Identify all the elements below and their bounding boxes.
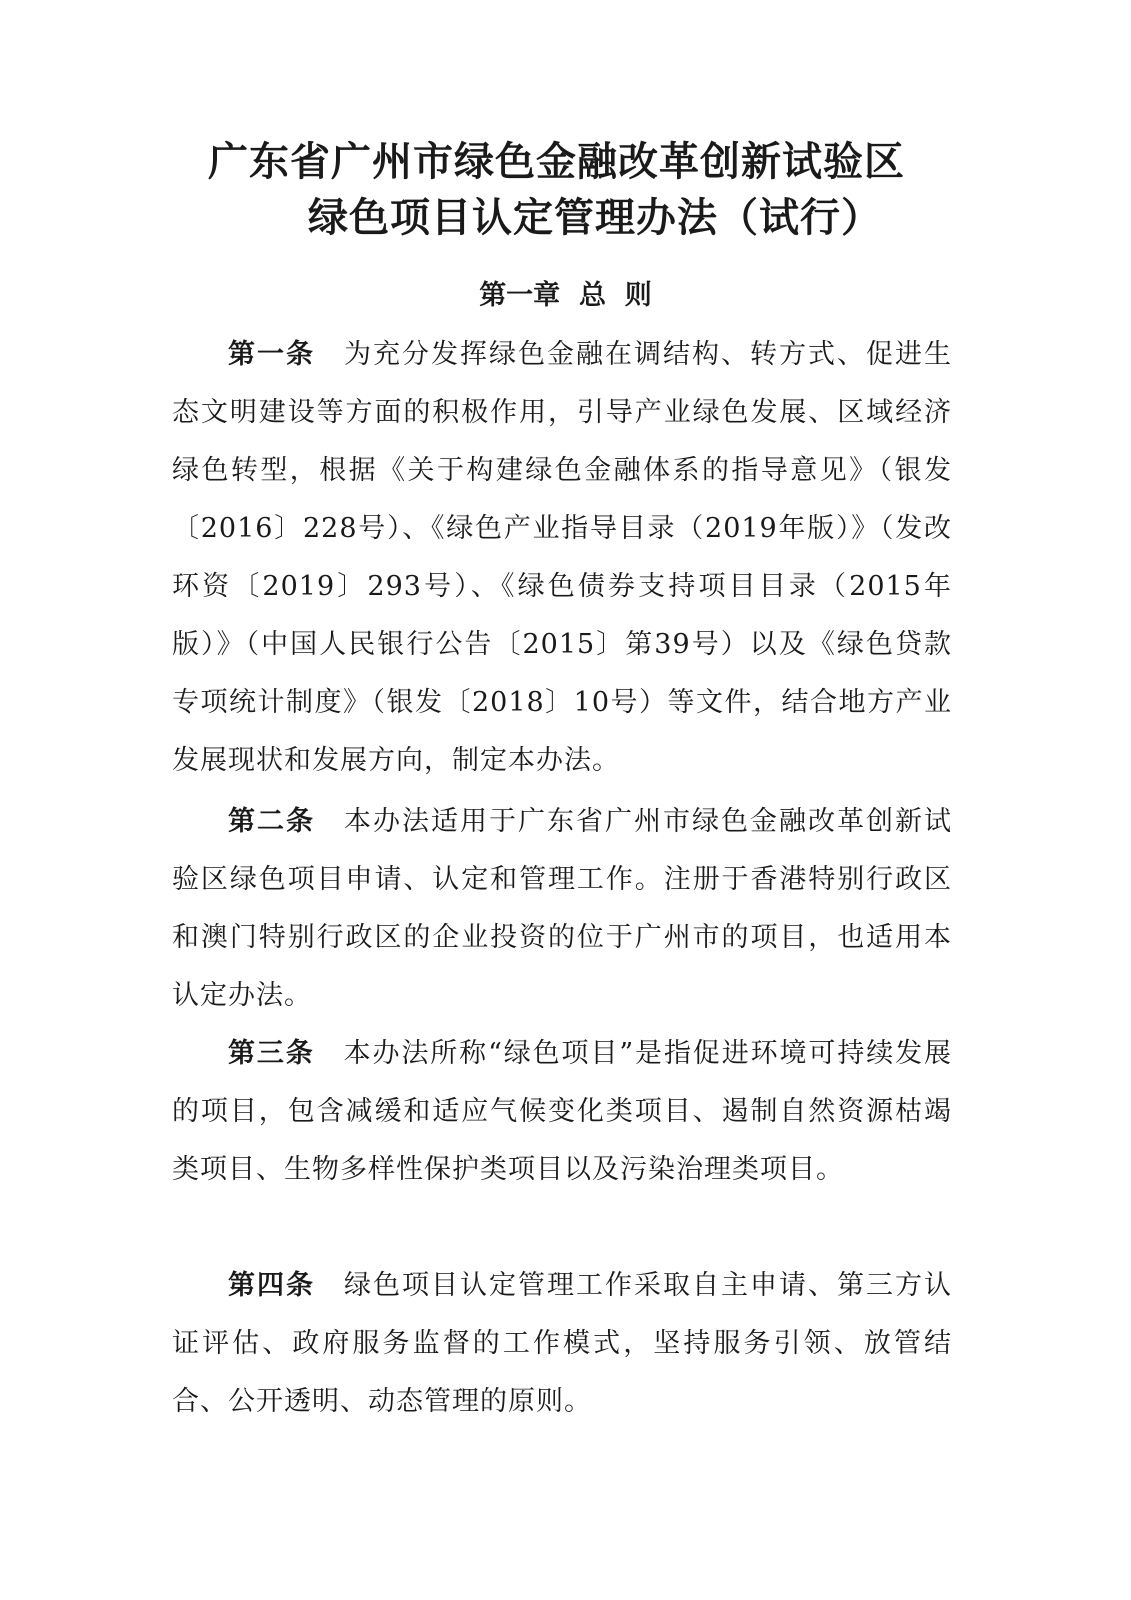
chapter-heading: 第一章 总 则 xyxy=(479,280,652,311)
article-3 xyxy=(172,1025,952,1199)
article-4-text: 绿色项目认定管理工作采取自主申请、第三方认证评估、政府服务监督的工作模式，坚持服务引领、放管结合、公开透明、动态管理的原则。 xyxy=(172,1270,952,1417)
article-1-text: 为充分发挥绿色金融在调结构、转方式、促进生态文明建设等方面的积极作用，引导产业绿色发展、区域经济绿色转型，根据《关于构建绿色金融体系的指导意见》（银发〔2016〕228号）、《绿色产业指导目录（2019年版）》（发改环资〔2019〕293号）、《绿色债券支持项目目录（2015年版）》（中国人民银行公告〔2015〕第39号）以及《绿色贷款专项统计制度》（银发〔2018〕10号）等文件，结合地方产业发展现状和发展方向，制定本办法。 xyxy=(172,339,952,776)
article-4-label: 第四条 xyxy=(228,1270,315,1301)
article-3-label: 第三条 xyxy=(228,1038,315,1069)
document-title-line-2: 绿色项目认定管理办法（试行） xyxy=(308,194,882,241)
article-2-gap xyxy=(315,806,344,837)
article-3-text: 本办法所称“绿色项目”是指促进环境可持续发展的项目，包含减缓和适应气候变化类项目、遏制自然资源枯竭类项目、生物多样性保护类项目以及污染治理类项目。 xyxy=(172,1038,953,1185)
document-title-line-1: 广东省广州市绿色金融改革创新试验区 xyxy=(208,138,905,185)
article-1-gap xyxy=(315,339,344,370)
article-2-text: 本办法适用于广东省广州市绿色金融改革创新试验区绿色项目申请、认定和管理工作。注册于香港特别行政区和澳门特别行政区的企业投资的位于广州市的项目，也适用本认定办法。 xyxy=(172,806,952,1011)
article-3-gap xyxy=(315,1038,344,1069)
article-4 xyxy=(172,1257,952,1431)
article-4-gap xyxy=(315,1270,344,1301)
article-2 xyxy=(172,793,952,1025)
article-1 xyxy=(172,326,952,790)
article-1-label: 第一条 xyxy=(228,339,315,370)
article-2-label: 第二条 xyxy=(228,806,315,837)
